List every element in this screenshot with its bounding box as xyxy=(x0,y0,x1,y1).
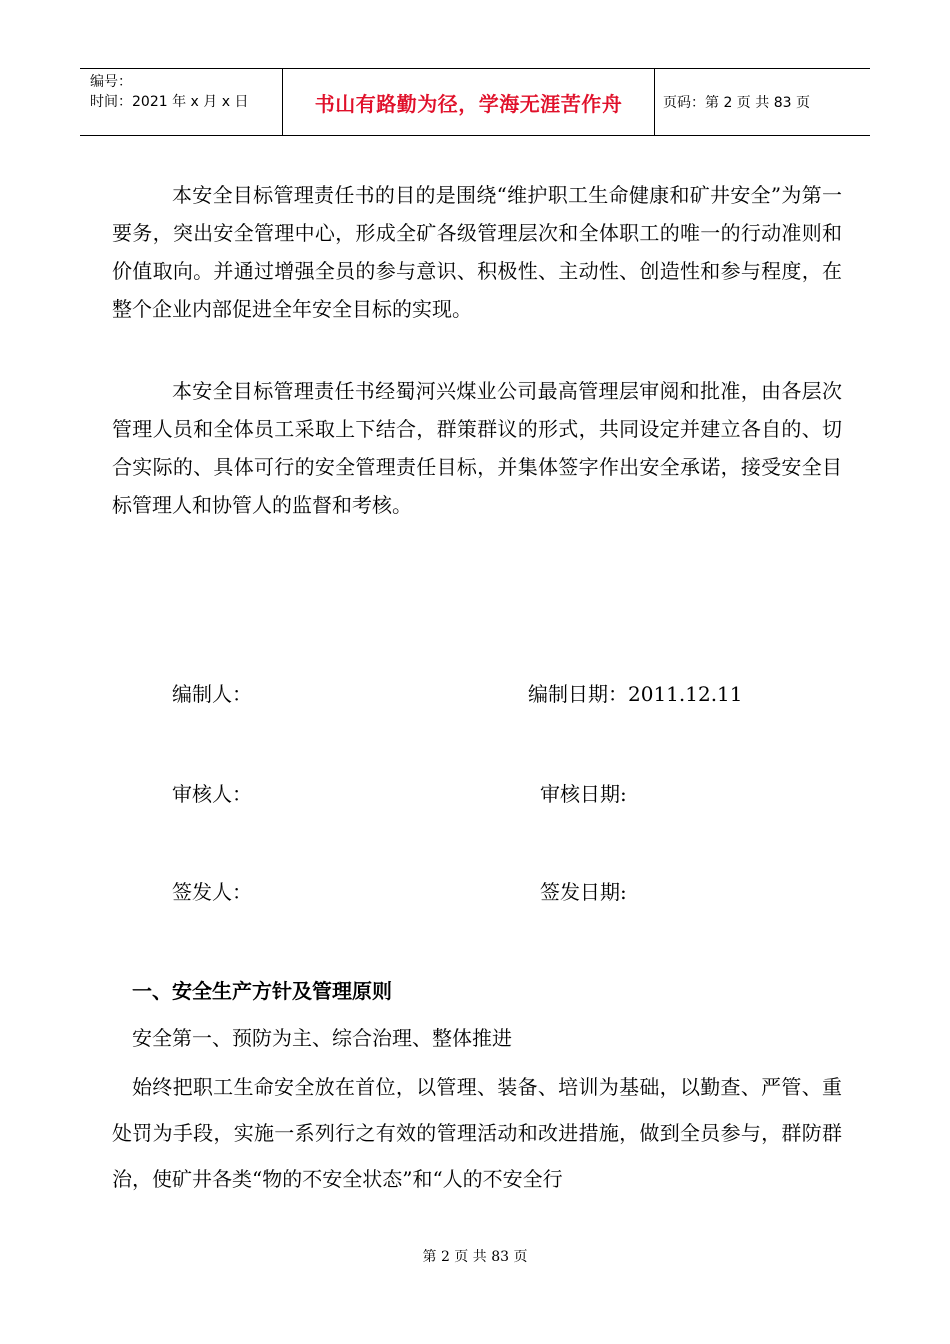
issue-date-label: 签发日期: xyxy=(540,880,627,904)
compiler-label: 编制人： xyxy=(172,682,252,706)
review-date-label: 审核日期: xyxy=(540,782,627,806)
intro-paragraph-2: 本安全目标管理责任书经蜀河兴煤业公司最高管理层审阅和批准，由各层次管理人员和全体员工采取上下结合，群策群议的形式，共同设定并建立各自的、切合实际的、具体可行的安全管理责任目标，并集体签字作出安全承诺，接受安全目标管理人和协管人的监督和考核。 xyxy=(112,379,842,517)
header-page-info: 页码：第 2 页 共 83 页 xyxy=(663,95,810,111)
header-motto-cell xyxy=(283,69,655,135)
section-heading: 一、安全生产方针及管理原则 xyxy=(132,979,392,1003)
compile-date-label: 编制日期：2011.12.11 xyxy=(528,682,743,706)
document-number-label: 编号： xyxy=(90,74,132,90)
section-paragraph: 始终把职工生命安全放在首位，以管理、装备、培训为基础，以勤查、严管、重处罚为手段，实施一系列行之有效的管理活动和改进措施，做到全员参与，群防群治，使矿井各类“物的不安全状态”和“人的不安全行 xyxy=(112,1075,842,1191)
document-time-label: 时间：2021 年 x 月 x 日 xyxy=(90,94,249,110)
intro-paragraph-1: 本安全目标管理责任书的目的是围绕“维护职工生命健康和矿井安全”为第一要务，突出安全管理中心，形成全矿各级管理层次和全体职工的唯一的行动准则和价值取向。并通过增强全员的参与意识、积极性、主动性、创造性和参与程度，在整个企业内部促进全年安全目标的实现。 xyxy=(112,183,842,321)
page-header xyxy=(80,68,870,136)
page-footer: 第 2 页 共 83 页 xyxy=(422,1249,528,1265)
header-motto: 书山有路勤为径，学海无涯苦作舟 xyxy=(314,91,623,116)
safety-policy: 安全第一、预防为主、综合治理、整体推进 xyxy=(132,1026,512,1050)
reviewer-label: 审核人： xyxy=(172,782,252,806)
issuer-label: 签发人： xyxy=(172,880,252,904)
header-meta xyxy=(80,69,283,135)
